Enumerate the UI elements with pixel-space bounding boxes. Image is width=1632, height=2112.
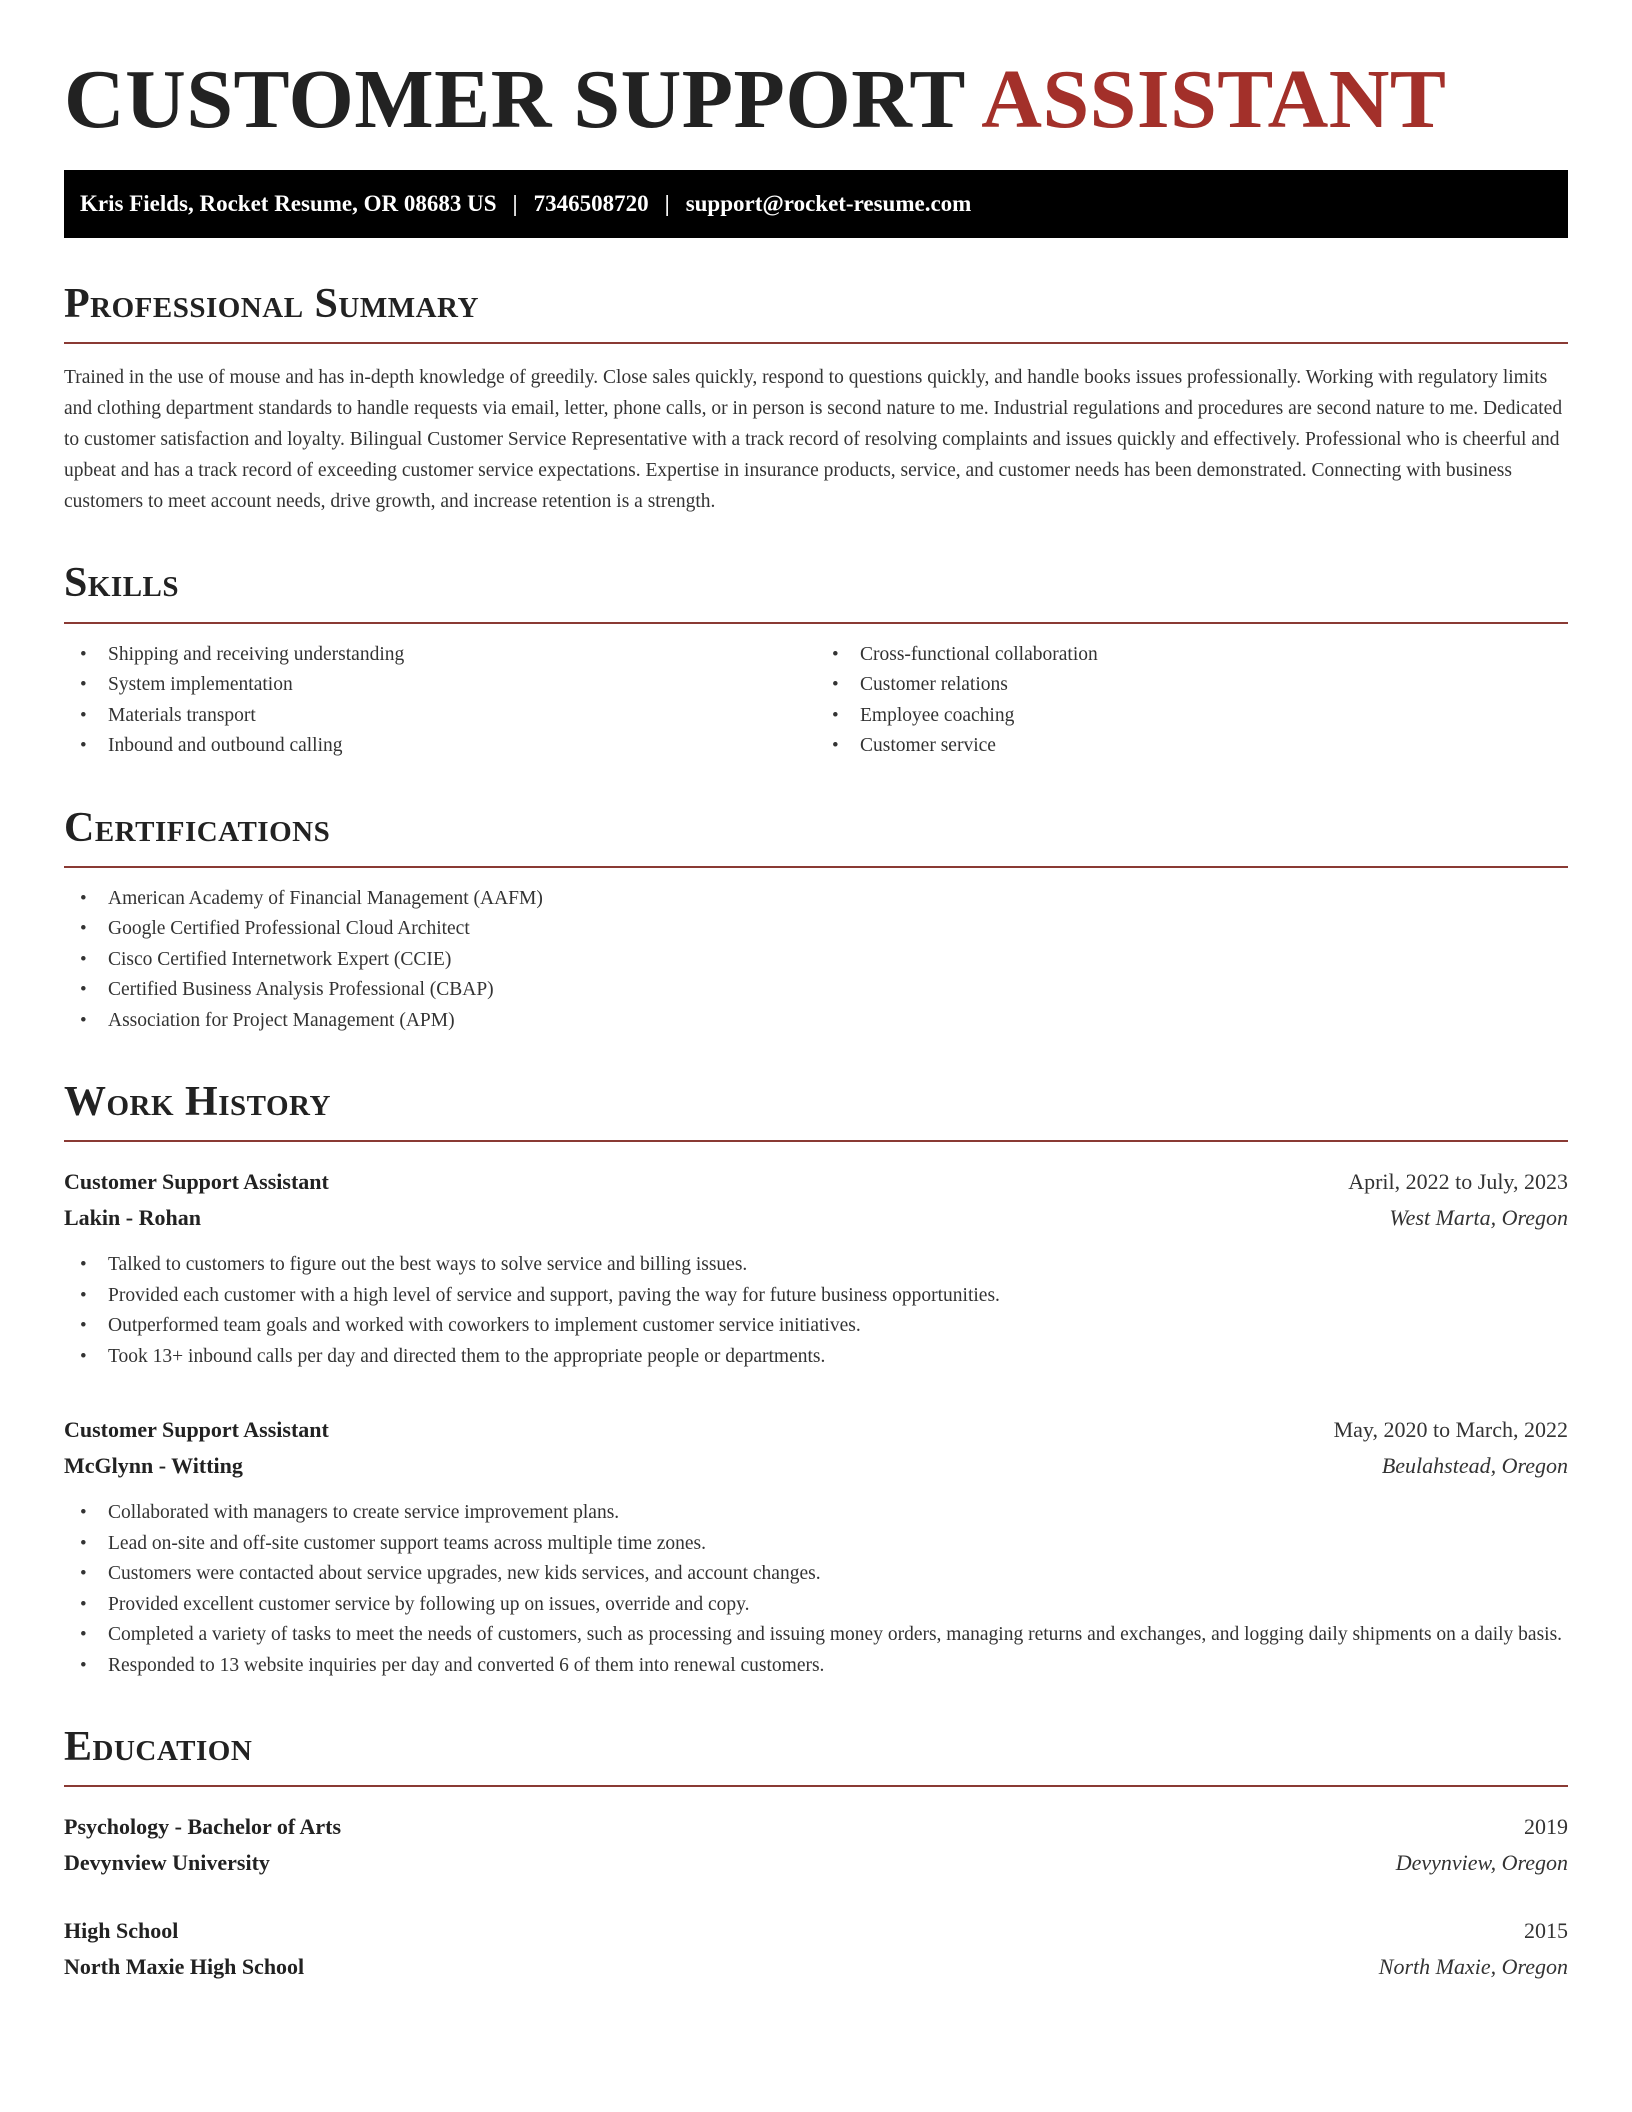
- job-subheader-row: [64, 1448, 1568, 1484]
- skill-item: • Materials transport: [64, 701, 816, 732]
- skills-grid: [64, 640, 1568, 762]
- skills-heading: Skills: [64, 560, 180, 607]
- job-dates: May, 2020 to March, 2022: [1333, 1417, 1568, 1443]
- skills-list-left: [64, 640, 816, 762]
- education-subheader-row: [64, 1949, 1568, 1985]
- skill-item: • Inbound and outbound calling: [64, 731, 816, 762]
- education-degree: High School: [64, 1918, 179, 1944]
- skill-item: • System implementation: [64, 670, 816, 701]
- job-duty: • Responded to 13 website inquiries per day and converted 6 of them into renewal customers.: [64, 1651, 1568, 1682]
- work-history-heading: Work History: [64, 1079, 331, 1126]
- education-school: Devynview University: [64, 1850, 270, 1876]
- contact-email[interactable]: support@rocket-resume.com: [685, 191, 972, 217]
- section-divider: [64, 342, 1568, 344]
- job-subheader-row: [64, 1200, 1568, 1236]
- certification-item: • Cisco Certified Internetwork Expert (CCIE): [64, 945, 1568, 976]
- certification-item: • American Academy of Financial Management (AAFM): [64, 884, 1568, 915]
- education-section: [64, 1725, 1568, 1985]
- skills-section: [64, 561, 1568, 761]
- contact-phone[interactable]: 7346508720: [533, 191, 649, 217]
- certifications-section: [64, 806, 1568, 1037]
- contact-separator: |: [664, 191, 670, 217]
- skill-item: • Cross-functional collaboration: [816, 640, 1568, 671]
- skills-list-right: [816, 640, 1568, 762]
- job-duty: • Talked to customers to figure out the best ways to solve service and billing issues.: [64, 1250, 1568, 1281]
- job-duties-list: [64, 1250, 1568, 1372]
- section-divider: [64, 622, 1568, 624]
- education-year: 2015: [1524, 1918, 1568, 1944]
- certifications-heading: Certifications: [64, 804, 331, 851]
- contact-address: Kris Fields, Rocket Resume, OR 08683 US: [80, 191, 497, 217]
- job-header-row: [64, 1412, 1568, 1448]
- section-divider: [64, 1140, 1568, 1142]
- job-entry: [64, 1412, 1568, 1681]
- skill-item: • Employee coaching: [816, 701, 1568, 732]
- title-main: CUSTOMER SUPPORT: [64, 53, 965, 146]
- work-history-section: [64, 1080, 1568, 1681]
- job-company: McGlynn - Witting: [64, 1453, 243, 1479]
- job-duty: • Completed a variety of tasks to meet the needs of customers, such as processing and issuing money orders, managing returns and exchanges, and logging daily shipments on a daily basis.: [64, 1620, 1568, 1651]
- job-duty: • Customers were contacted about service upgrades, new kids services, and account changes.: [64, 1559, 1568, 1590]
- job-header-row: [64, 1164, 1568, 1200]
- job-location: Beulahstead, Oregon: [1381, 1453, 1568, 1479]
- contact-separator: |: [512, 191, 518, 217]
- skill-item: • Shipping and receiving understanding: [64, 640, 816, 671]
- education-location: North Maxie, Oregon: [1378, 1954, 1568, 1980]
- education-entry: [64, 1809, 1568, 1881]
- section-divider: [64, 866, 1568, 868]
- education-heading: Education: [64, 1724, 253, 1771]
- job-duties-list: [64, 1498, 1568, 1681]
- section-divider: [64, 1785, 1568, 1787]
- certification-item: • Certified Business Analysis Professional (CBAP): [64, 975, 1568, 1006]
- education-degree: Psychology - Bachelor of Arts: [64, 1814, 342, 1840]
- job-role: Customer Support Assistant: [64, 1169, 329, 1195]
- summary-heading: Professional Summary: [64, 281, 479, 328]
- education-header-row: [64, 1809, 1568, 1845]
- skill-item: • Customer service: [816, 731, 1568, 762]
- education-school: North Maxie High School: [64, 1954, 305, 1980]
- job-dates: April, 2022 to July, 2023: [1348, 1169, 1568, 1195]
- job-duty: • Took 13+ inbound calls per day and directed them to the appropriate people or departments.: [64, 1342, 1568, 1373]
- certification-item: • Google Certified Professional Cloud Architect: [64, 914, 1568, 945]
- job-location: West Marta, Oregon: [1389, 1205, 1568, 1231]
- summary-section: [64, 282, 1568, 517]
- job-company: Lakin - Rohan: [64, 1205, 201, 1231]
- title-accent: ASSISTANT: [981, 53, 1447, 146]
- job-duty: • Collaborated with managers to create service improvement plans.: [64, 1498, 1568, 1529]
- education-location: Devynview, Oregon: [1395, 1850, 1568, 1876]
- certification-item: • Association for Project Management (APM): [64, 1006, 1568, 1037]
- education-year: 2019: [1524, 1814, 1568, 1840]
- job-duty: • Outperformed team goals and worked with coworkers to implement customer service initiatives.: [64, 1311, 1568, 1342]
- skill-item: • Customer relations: [816, 670, 1568, 701]
- job-duty: • Provided excellent customer service by following up on issues, override and copy.: [64, 1590, 1568, 1621]
- education-header-row: [64, 1913, 1568, 1949]
- resume-title: [64, 0, 1568, 146]
- job-entry: [64, 1164, 1568, 1372]
- job-role: Customer Support Assistant: [64, 1417, 329, 1443]
- job-duty: • Lead on-site and off-site customer support teams across multiple time zones.: [64, 1529, 1568, 1560]
- education-subheader-row: [64, 1845, 1568, 1881]
- job-duty: • Provided each customer with a high level of service and support, paving the way for future business opportunities.: [64, 1281, 1568, 1312]
- certifications-list: [64, 884, 1568, 1037]
- education-entry: [64, 1913, 1568, 1985]
- summary-text: Trained in the use of mouse and has in-depth knowledge of greedily. Close sales quickly, respond to questions quickly, and handle books issues professionally. Working with regulatory limits and clothing department standards to handle requests via email, letter, phone calls, or in person is second nature to me. Industrial regulations and procedures are second nature to me. Dedicated to customer satisfaction and loyalty. Bilingual Customer Service Representative with a track record of resolving complaints and issues quickly and effectively. Professional who is cheerful and upbeat and has a track record of exceeding customer service expectations. Expertise in insurance products, service, and customer needs has been demonstrated. Connecting with business customers to meet account needs, drive growth, and increase retention is a strength.: [64, 367, 1563, 513]
- contact-bar: [64, 170, 1568, 238]
